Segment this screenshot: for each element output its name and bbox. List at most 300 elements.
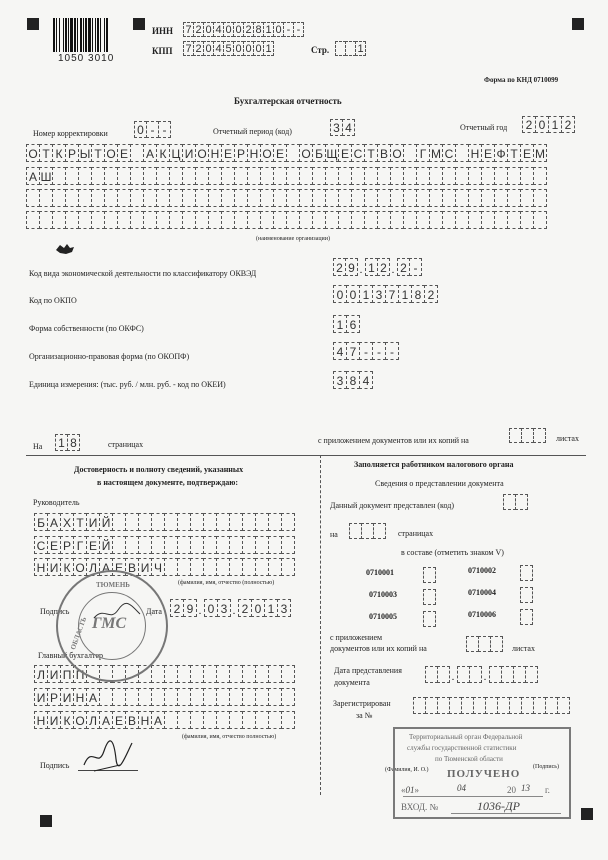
char-cell[interactable]: Н [208,144,222,162]
char-cell[interactable] [112,536,126,554]
char-cell[interactable]: П [73,665,87,683]
char-cell[interactable] [91,211,105,229]
char-cell[interactable]: 3 [217,599,231,617]
char-cell[interactable]: 0 [204,599,218,617]
char-cell[interactable] [423,611,436,627]
char-cell[interactable]: И [86,513,100,531]
char-cell[interactable] [182,167,196,185]
year-cells[interactable] [522,116,574,133]
char-cell[interactable] [221,189,235,207]
char-cell[interactable]: Н [247,144,261,162]
char-cell[interactable] [242,665,256,683]
char-cell[interactable] [164,688,178,706]
char-cell[interactable]: - [283,22,294,37]
char-cell[interactable]: 8 [411,285,425,303]
char-cell[interactable] [281,536,295,554]
char-cell[interactable] [203,665,217,683]
char-cell[interactable] [520,167,534,185]
char-cell[interactable] [104,167,118,185]
char-cell[interactable]: 9 [345,258,358,276]
char-cell[interactable] [481,167,495,185]
char-cell[interactable] [138,536,152,554]
char-cell[interactable] [242,688,256,706]
char-cell[interactable]: К [60,558,74,576]
char-cell[interactable] [208,211,222,229]
presented-code-cells[interactable] [503,494,527,510]
attach-sheets-cells[interactable] [509,428,545,443]
char-cell[interactable] [286,144,300,162]
char-cell[interactable] [78,167,92,185]
char-cell[interactable] [177,688,191,706]
char-cell[interactable] [130,211,144,229]
org-name-row-3[interactable] [26,189,546,207]
char-cell[interactable] [169,167,183,185]
char-cell[interactable]: 2 [522,116,536,133]
char-cell[interactable]: Т [364,144,378,162]
char-cell[interactable]: 1 [398,285,412,303]
char-cell[interactable] [255,665,269,683]
char-cell[interactable] [234,211,248,229]
char-cell[interactable]: Л [34,665,48,683]
char-cell[interactable] [312,167,326,185]
char-cell[interactable]: - [409,258,422,276]
char-cell[interactable]: Ф [494,144,508,162]
char-cell[interactable] [494,211,508,229]
char-cell[interactable] [104,189,118,207]
char-cell[interactable] [195,211,209,229]
char-cell[interactable]: 2 [424,285,438,303]
char-cell[interactable] [130,189,144,207]
char-cell[interactable]: О [195,144,209,162]
char-cell[interactable]: 4 [213,41,224,56]
char-cell[interactable]: И [47,665,61,683]
char-cell[interactable] [52,211,66,229]
char-cell[interactable] [203,711,217,729]
char-cell[interactable] [242,558,256,576]
char-cell[interactable]: - [359,342,373,360]
char-cell[interactable]: Н [73,688,87,706]
char-cell[interactable]: М [429,144,443,162]
char-cell[interactable]: 4 [213,22,224,37]
char-cell[interactable] [216,558,230,576]
char-cell[interactable]: Е [47,536,61,554]
char-cell[interactable] [39,211,53,229]
registration-number-cells[interactable] [413,697,569,714]
char-cell[interactable] [203,688,217,706]
char-cell[interactable]: О [390,144,404,162]
char-cell[interactable] [117,167,131,185]
char-cell[interactable] [247,211,261,229]
char-cell[interactable]: 2 [170,599,184,617]
char-cell[interactable] [130,167,144,185]
char-cell[interactable] [190,711,204,729]
char-cell[interactable]: - [158,121,171,138]
char-cell[interactable]: 4 [342,119,355,136]
char-cell[interactable]: 4 [333,342,347,360]
char-cell[interactable]: К [156,144,170,162]
char-cell[interactable]: Т [39,144,53,162]
char-cell[interactable]: Г [416,144,430,162]
char-cell[interactable] [190,688,204,706]
char-cell[interactable] [143,189,157,207]
char-cell[interactable] [112,688,126,706]
char-cell[interactable] [364,211,378,229]
char-cell[interactable] [216,536,230,554]
char-cell[interactable]: Ш [39,167,53,185]
char-cell[interactable]: А [86,688,100,706]
chief-surname-cells[interactable] [34,665,294,683]
char-cell[interactable]: 7 [346,342,360,360]
char-cell[interactable] [373,523,386,539]
char-cell[interactable]: 0 [223,22,234,37]
char-cell[interactable]: Е [481,144,495,162]
char-cell[interactable] [281,711,295,729]
char-cell[interactable] [351,189,365,207]
char-cell[interactable] [208,189,222,207]
char-cell[interactable] [468,189,482,207]
char-cell[interactable]: Л [86,558,100,576]
char-cell[interactable]: А [47,513,61,531]
char-cell[interactable]: О [26,144,40,162]
char-cell[interactable] [99,688,113,706]
char-cell[interactable]: А [99,558,113,576]
char-cell[interactable] [338,211,352,229]
char-cell[interactable] [455,189,469,207]
char-cell[interactable]: 2 [397,258,410,276]
char-cell[interactable] [164,711,178,729]
char-cell[interactable] [273,189,287,207]
char-cell[interactable]: 0 [243,41,254,56]
okved-cells[interactable] [333,258,421,276]
char-cell[interactable]: В [377,144,391,162]
char-cell[interactable]: Н [34,711,48,729]
char-cell[interactable]: 8 [253,22,264,37]
period-cells[interactable] [330,119,354,136]
char-cell[interactable]: 3 [330,119,343,136]
char-cell[interactable]: 0 [253,41,264,56]
char-cell[interactable] [403,189,417,207]
char-cell[interactable]: Т [73,513,87,531]
char-cell[interactable]: И [47,711,61,729]
char-cell[interactable]: В [125,558,139,576]
char-cell[interactable] [52,189,66,207]
char-cell[interactable]: Г [73,536,87,554]
char-cell[interactable] [533,167,547,185]
char-cell[interactable]: 0 [251,599,265,617]
char-cell[interactable] [117,211,131,229]
char-cell[interactable] [182,189,196,207]
char-cell[interactable] [151,665,165,683]
char-cell[interactable] [169,189,183,207]
char-cell[interactable] [260,211,274,229]
char-cell[interactable] [203,536,217,554]
char-cell[interactable]: Б [312,144,326,162]
char-cell[interactable]: Ч [151,558,165,576]
char-cell[interactable]: 8 [67,434,80,451]
char-cell[interactable]: 7 [183,41,194,56]
char-cell[interactable]: 2 [193,22,204,37]
char-cell[interactable] [203,513,217,531]
char-cell[interactable]: Й [99,513,113,531]
char-cell[interactable] [468,211,482,229]
char-cell[interactable]: 1 [55,434,68,451]
char-cell[interactable] [190,513,204,531]
char-cell[interactable] [351,211,365,229]
char-cell[interactable]: 0 [203,22,214,37]
char-cell[interactable]: - [293,22,304,37]
char-cell[interactable] [255,711,269,729]
head-surname-cells[interactable] [34,513,294,531]
char-cell[interactable] [507,189,521,207]
char-cell[interactable] [91,189,105,207]
char-cell[interactable]: Н [34,558,48,576]
okfs-cells[interactable] [333,315,359,333]
char-cell[interactable] [125,536,139,554]
char-cell[interactable] [169,211,183,229]
org-name-row-4[interactable] [26,211,546,229]
char-cell[interactable]: Щ [325,144,339,162]
char-cell[interactable] [268,513,282,531]
char-cell[interactable] [520,609,533,625]
char-cell[interactable] [312,211,326,229]
char-cell[interactable] [268,558,282,576]
char-cell[interactable] [216,665,230,683]
char-cell[interactable] [65,211,79,229]
char-cell[interactable] [125,688,139,706]
char-cell[interactable] [190,536,204,554]
char-cell[interactable] [117,189,131,207]
char-cell[interactable]: 3 [277,599,291,617]
char-cell[interactable]: 9 [183,599,197,617]
char-cell[interactable] [423,567,436,583]
char-cell[interactable] [151,513,165,531]
char-cell[interactable] [273,167,287,185]
char-cell[interactable] [281,688,295,706]
char-cell[interactable] [229,558,243,576]
char-cell[interactable] [130,144,144,162]
char-cell[interactable] [468,167,482,185]
char-cell[interactable] [208,167,222,185]
char-cell[interactable] [255,558,269,576]
char-cell[interactable] [455,144,469,162]
char-cell[interactable]: 2 [561,116,575,133]
char-cell[interactable] [364,167,378,185]
org-name-row-2[interactable] [26,167,546,185]
char-cell[interactable] [390,167,404,185]
okopf-cells[interactable] [333,342,398,360]
char-cell[interactable] [229,513,243,531]
char-cell[interactable]: - [372,342,386,360]
char-cell[interactable] [312,189,326,207]
char-cell[interactable] [268,711,282,729]
char-cell[interactable]: 0 [273,22,284,37]
char-cell[interactable]: 1 [355,41,366,56]
char-cell[interactable]: 2 [193,41,204,56]
char-cell[interactable]: 6 [346,315,360,333]
form-checkbox-0710005[interactable] [423,611,435,627]
char-cell[interactable] [377,189,391,207]
char-cell[interactable] [164,665,178,683]
char-cell[interactable] [151,536,165,554]
char-cell[interactable]: Й [99,536,113,554]
char-cell[interactable] [286,189,300,207]
char-cell[interactable] [255,513,269,531]
char-cell[interactable] [234,189,248,207]
char-cell[interactable] [557,697,570,714]
char-cell[interactable] [190,665,204,683]
char-cell[interactable] [268,536,282,554]
char-cell[interactable] [416,189,430,207]
char-cell[interactable] [247,167,261,185]
char-cell[interactable] [229,536,243,554]
char-cell[interactable] [156,189,170,207]
char-cell[interactable] [104,211,118,229]
char-cell[interactable] [416,167,430,185]
char-cell[interactable] [299,167,313,185]
char-cell[interactable] [515,494,528,510]
right-attach-cells[interactable] [466,636,502,652]
char-cell[interactable]: 0 [333,285,347,303]
char-cell[interactable]: И [34,688,48,706]
char-cell[interactable] [351,167,365,185]
org-name-row-1[interactable] [26,144,546,162]
char-cell[interactable] [195,189,209,207]
char-cell[interactable] [78,211,92,229]
char-cell[interactable] [195,167,209,185]
form-checkbox-0710001[interactable] [423,567,435,583]
char-cell[interactable] [164,513,178,531]
char-cell[interactable] [494,189,508,207]
chief-patronymic-cells[interactable] [34,711,294,729]
char-cell[interactable]: М [533,144,547,162]
char-cell[interactable] [507,167,521,185]
char-cell[interactable]: Н [468,144,482,162]
char-cell[interactable]: Р [60,536,74,554]
char-cell[interactable] [221,167,235,185]
char-cell[interactable]: Е [86,536,100,554]
char-cell[interactable]: 0 [346,285,360,303]
char-cell[interactable]: О [104,144,118,162]
form-checkbox-0710003[interactable] [423,589,435,605]
char-cell[interactable]: 2 [333,258,346,276]
char-cell[interactable]: 8 [346,371,360,389]
char-cell[interactable]: 2 [238,599,252,617]
char-cell[interactable]: 1 [365,258,378,276]
char-cell[interactable]: О [260,144,274,162]
char-cell[interactable] [533,189,547,207]
char-cell[interactable] [177,711,191,729]
char-cell[interactable]: Р [65,144,79,162]
char-cell[interactable]: Е [112,558,126,576]
char-cell[interactable] [203,558,217,576]
correction-cells[interactable] [134,121,170,138]
char-cell[interactable]: 1 [263,41,274,56]
char-cell[interactable] [39,189,53,207]
char-cell[interactable] [273,211,287,229]
inn-cells[interactable] [183,22,303,37]
char-cell[interactable]: Е [221,144,235,162]
char-cell[interactable] [442,167,456,185]
char-cell[interactable] [177,536,191,554]
char-cell[interactable]: 2 [377,258,390,276]
char-cell[interactable] [260,189,274,207]
char-cell[interactable]: 4 [359,371,373,389]
char-cell[interactable] [52,167,66,185]
char-cell[interactable]: А [99,711,113,729]
page-number-cells[interactable] [335,41,365,56]
char-cell[interactable]: 1 [264,599,278,617]
char-cell[interactable] [481,189,495,207]
char-cell[interactable]: Е [112,711,126,729]
char-cell[interactable] [325,189,339,207]
okei-cells[interactable] [333,371,372,389]
char-cell[interactable] [156,211,170,229]
char-cell[interactable] [164,558,178,576]
submission-date-cells[interactable] [425,666,537,683]
char-cell[interactable]: 0 [233,41,244,56]
char-cell[interactable] [190,558,204,576]
char-cell[interactable]: О [299,144,313,162]
char-cell[interactable] [229,711,243,729]
char-cell[interactable] [143,167,157,185]
char-cell[interactable]: А [151,711,165,729]
char-cell[interactable] [65,189,79,207]
char-cell[interactable]: 3 [372,285,386,303]
char-cell[interactable] [91,167,105,185]
right-pages-cells[interactable] [349,523,385,539]
char-cell[interactable] [442,189,456,207]
char-cell[interactable] [442,211,456,229]
char-cell[interactable]: И [60,688,74,706]
char-cell[interactable]: Н [138,711,152,729]
char-cell[interactable]: Т [507,144,521,162]
pages-count-cells[interactable] [55,434,79,451]
char-cell[interactable]: Е [117,144,131,162]
okpo-cells[interactable] [333,285,437,303]
char-cell[interactable]: Б [34,513,48,531]
char-cell[interactable] [177,513,191,531]
char-cell[interactable] [281,513,295,531]
char-cell[interactable] [338,167,352,185]
char-cell[interactable]: 1 [548,116,562,133]
char-cell[interactable] [494,167,508,185]
char-cell[interactable] [138,688,152,706]
form-checkbox-0710002[interactable] [520,565,532,581]
char-cell[interactable] [65,167,79,185]
char-cell[interactable] [216,711,230,729]
char-cell[interactable] [138,513,152,531]
char-cell[interactable] [143,211,157,229]
char-cell[interactable] [325,167,339,185]
char-cell[interactable] [229,688,243,706]
char-cell[interactable]: С [442,144,456,162]
char-cell[interactable] [520,565,533,581]
char-cell[interactable] [377,211,391,229]
char-cell[interactable]: И [182,144,196,162]
char-cell[interactable] [255,536,269,554]
char-cell[interactable] [533,428,546,443]
char-cell[interactable] [156,167,170,185]
char-cell[interactable]: 0 [233,22,244,37]
char-cell[interactable] [429,189,443,207]
char-cell[interactable] [242,513,256,531]
char-cell[interactable] [260,167,274,185]
char-cell[interactable]: К [60,711,74,729]
char-cell[interactable]: 3 [333,371,347,389]
char-cell[interactable] [78,189,92,207]
char-cell[interactable]: 0 [134,121,147,138]
char-cell[interactable] [234,167,248,185]
